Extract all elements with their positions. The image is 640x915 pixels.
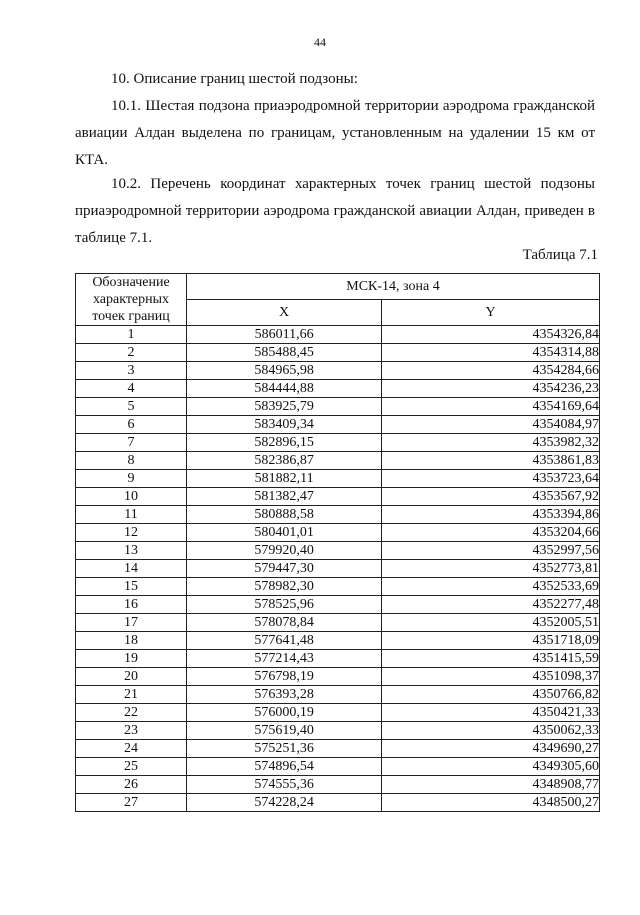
x-coordinate: 584965,98	[187, 362, 382, 380]
table-row	[76, 434, 600, 452]
table-row	[76, 398, 600, 416]
table-row	[76, 326, 600, 344]
table-row	[76, 776, 600, 794]
y-coordinate: 4354284,66	[382, 362, 600, 380]
table-row	[76, 470, 600, 488]
table-row	[76, 506, 600, 524]
point-number: 16	[76, 596, 187, 614]
x-coordinate: 574555,36	[187, 776, 382, 794]
table-row	[76, 650, 600, 668]
y-coordinate: 4353567,92	[382, 488, 600, 506]
y-coordinate: 4350421,33	[382, 704, 600, 722]
table-row	[76, 524, 600, 542]
point-number: 24	[76, 740, 187, 758]
y-header: Y	[382, 300, 600, 326]
x-coordinate: 581382,47	[187, 488, 382, 506]
point-number: 12	[76, 524, 187, 542]
y-coordinate: 4353394,86	[382, 506, 600, 524]
x-coordinate: 578078,84	[187, 614, 382, 632]
coordinate-system-header: МСК-14, зона 4	[187, 274, 600, 300]
x-coordinate: 584444,88	[187, 380, 382, 398]
y-coordinate: 4354169,64	[382, 398, 600, 416]
x-header: X	[187, 300, 382, 326]
table-row	[76, 632, 600, 650]
point-number: 21	[76, 686, 187, 704]
coordinates-table	[75, 273, 600, 812]
x-coordinate: 576798,19	[187, 668, 382, 686]
point-number: 4	[76, 380, 187, 398]
table-row	[76, 614, 600, 632]
table-row	[76, 542, 600, 560]
x-coordinate: 575251,36	[187, 740, 382, 758]
y-coordinate: 4354314,88	[382, 344, 600, 362]
y-coordinate: 4351098,37	[382, 668, 600, 686]
y-coordinate: 4352005,51	[382, 614, 600, 632]
x-coordinate: 580888,58	[187, 506, 382, 524]
x-coordinate: 582896,15	[187, 434, 382, 452]
y-coordinate: 4354236,23	[382, 380, 600, 398]
point-number: 15	[76, 578, 187, 596]
point-number: 14	[76, 560, 187, 578]
point-number: 6	[76, 416, 187, 434]
table-row	[76, 452, 600, 470]
y-coordinate: 4352997,56	[382, 542, 600, 560]
table-row	[76, 704, 600, 722]
point-number: 3	[76, 362, 187, 380]
x-coordinate: 578525,96	[187, 596, 382, 614]
x-coordinate: 579920,40	[187, 542, 382, 560]
x-coordinate: 583409,34	[187, 416, 382, 434]
point-number: 27	[76, 794, 187, 812]
point-number: 17	[76, 614, 187, 632]
y-coordinate: 4352773,81	[382, 560, 600, 578]
table-row	[76, 488, 600, 506]
x-coordinate: 577641,48	[187, 632, 382, 650]
y-coordinate: 4348908,77	[382, 776, 600, 794]
point-number: 22	[76, 704, 187, 722]
x-coordinate: 574896,54	[187, 758, 382, 776]
y-coordinate: 4352533,69	[382, 578, 600, 596]
y-coordinate: 4351718,09	[382, 632, 600, 650]
x-coordinate: 583925,79	[187, 398, 382, 416]
point-number: 20	[76, 668, 187, 686]
point-id-header: Обозначение характерных точек границ	[76, 274, 187, 326]
x-coordinate: 576000,19	[187, 704, 382, 722]
point-number: 5	[76, 398, 187, 416]
y-coordinate: 4348500,27	[382, 794, 600, 812]
table-row	[76, 416, 600, 434]
y-coordinate: 4354084,97	[382, 416, 600, 434]
x-coordinate: 576393,28	[187, 686, 382, 704]
point-number: 26	[76, 776, 187, 794]
y-coordinate: 4350766,82	[382, 686, 600, 704]
point-number: 13	[76, 542, 187, 560]
x-coordinate: 575619,40	[187, 722, 382, 740]
table-row	[76, 362, 600, 380]
y-coordinate: 4353204,66	[382, 524, 600, 542]
x-coordinate: 582386,87	[187, 452, 382, 470]
paragraph-10-1: 10.1. Шестая подзона приаэродромной территории аэродрома гражданской авиации Алдан выделена по границам, установленным на удалении 15 км от КТА.	[75, 98, 595, 168]
y-coordinate: 4353861,83	[382, 452, 600, 470]
table-caption: Таблица 7.1	[522, 247, 598, 263]
point-number: 9	[76, 470, 187, 488]
y-coordinate: 4354326,84	[382, 326, 600, 344]
table-row	[76, 668, 600, 686]
table-body	[76, 326, 600, 812]
table-row	[76, 578, 600, 596]
table-row	[76, 344, 600, 362]
section-heading: 10. Описание границ шестой подзоны:	[111, 71, 358, 87]
x-coordinate: 578982,30	[187, 578, 382, 596]
point-number: 18	[76, 632, 187, 650]
point-number: 10	[76, 488, 187, 506]
point-number: 25	[76, 758, 187, 776]
x-coordinate: 581882,11	[187, 470, 382, 488]
y-coordinate: 4350062,33	[382, 722, 600, 740]
y-coordinate: 4353982,32	[382, 434, 600, 452]
y-coordinate: 4349690,27	[382, 740, 600, 758]
y-coordinate: 4351415,59	[382, 650, 600, 668]
point-number: 8	[76, 452, 187, 470]
x-coordinate: 579447,30	[187, 560, 382, 578]
table-row	[76, 794, 600, 812]
point-number: 11	[76, 506, 187, 524]
table-row	[76, 686, 600, 704]
table-row	[76, 722, 600, 740]
y-coordinate: 4353723,64	[382, 470, 600, 488]
x-coordinate: 585488,45	[187, 344, 382, 362]
point-number: 2	[76, 344, 187, 362]
page-number: 44	[314, 35, 326, 49]
y-coordinate: 4352277,48	[382, 596, 600, 614]
x-coordinate: 586011,66	[187, 326, 382, 344]
x-coordinate: 574228,24	[187, 794, 382, 812]
paragraph-10-2: 10.2. Перечень координат характерных точек границ шестой подзоны приаэродромной территории аэродрома гражданской авиации Алдан, приведен в таблице 7.1.	[75, 176, 595, 246]
point-number: 23	[76, 722, 187, 740]
point-number: 7	[76, 434, 187, 452]
table-row	[76, 380, 600, 398]
point-number: 19	[76, 650, 187, 668]
x-coordinate: 580401,01	[187, 524, 382, 542]
x-coordinate: 577214,43	[187, 650, 382, 668]
y-coordinate: 4349305,60	[382, 758, 600, 776]
table-row	[76, 560, 600, 578]
table-row	[76, 596, 600, 614]
table-row	[76, 758, 600, 776]
point-number: 1	[76, 326, 187, 344]
table-row	[76, 740, 600, 758]
